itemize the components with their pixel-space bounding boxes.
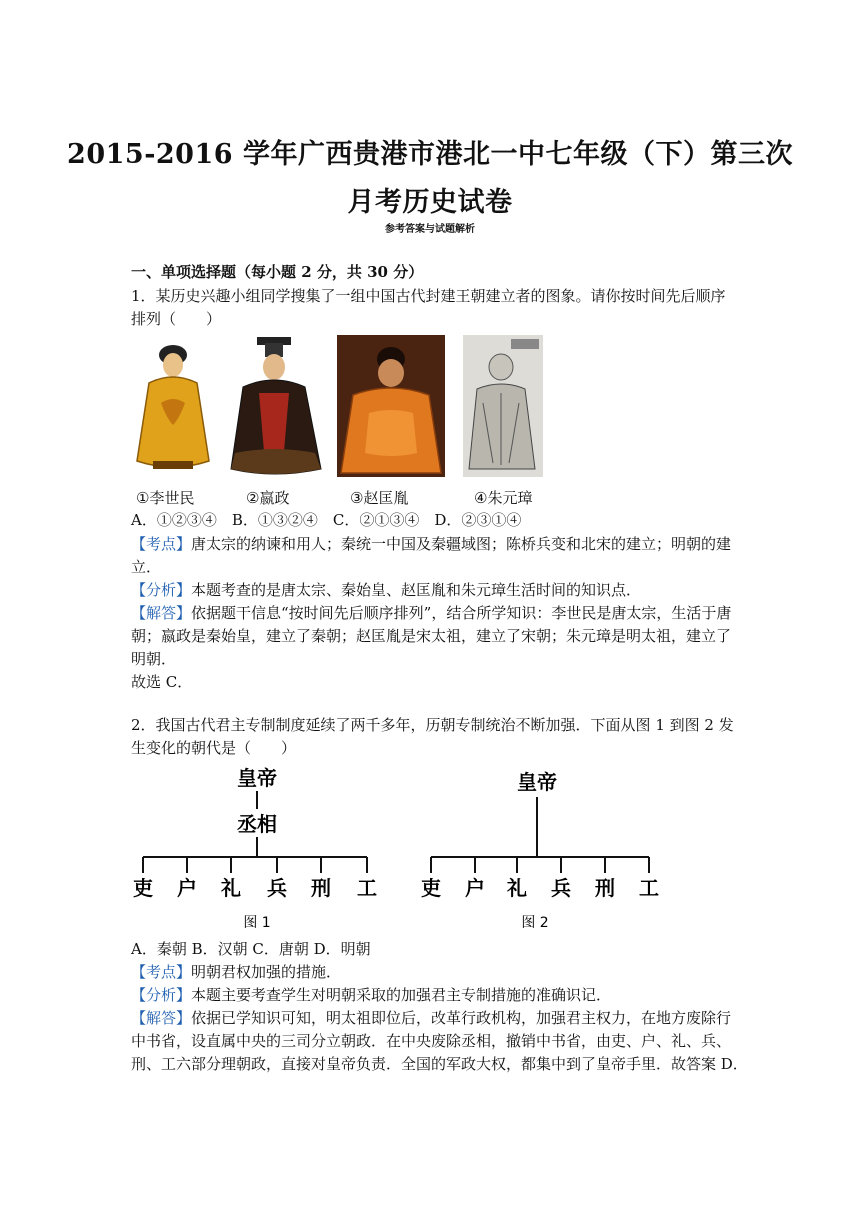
q1-answer: 故选 C． — [131, 673, 193, 691]
caption-zhao-kuangyin: ③赵匡胤 — [350, 489, 409, 507]
jieda-text: 依据已学知识可知，明太祖即位后，改革行政机构，加强君主权力，在地方废除行 — [191, 1009, 732, 1027]
jieda-text: 依据题干信息“按时间先后顺序排列”，结合所学知识：李世民是唐太宗，生活于唐 — [191, 604, 732, 622]
kaodian-tag: 【考点】 — [131, 963, 192, 981]
section-heading: 一、单项选择题（每小题 2 分，共 30 分） — [131, 263, 424, 281]
fig2-ministry-rites: 礼 — [507, 876, 527, 900]
q1-stem-line1: 1．某历史兴趣小组同学搜集了一组中国古代封建王朝建立者的图象。请你按时间先后顺序 — [131, 287, 726, 305]
fig2-ministry-justice: 刑 — [595, 876, 615, 900]
page-title-line1: 2015-2016 学年广西贵港市港北一中七年级（下）第三次 — [67, 139, 793, 170]
jieda-tag: 【解答】 — [131, 1009, 192, 1027]
q1-fenxi — [131, 579, 731, 601]
q1-kaodian-line2: 立． — [131, 558, 162, 576]
fig1-emperor: 皇帝 — [237, 766, 277, 790]
q1-jieda-line3: 明朝． — [131, 650, 177, 668]
fenxi-tag: 【分析】 — [131, 581, 192, 599]
caption-ying-zheng: ②嬴政 — [246, 489, 290, 507]
q2-stem-line2: 生变化的朝代是（ ） — [131, 739, 297, 757]
figure-1 — [133, 766, 377, 931]
q2-fenxi — [131, 984, 731, 1006]
fig1-ministry-works: 工 — [357, 876, 377, 900]
page-title-line2: 月考历史试卷 — [347, 187, 513, 218]
q1-kaodian-line1 — [131, 533, 731, 555]
kaodian-text: 明朝君权加强的措施． — [191, 963, 342, 981]
q2-kaodian — [131, 961, 731, 983]
kaodian-tag: 【考点】 — [131, 535, 192, 553]
q2-options: A．秦朝 B．汉朝 C．唐朝 D．明朝 — [131, 940, 371, 958]
fenxi-text: 本题主要考查学生对明朝采取的加强君主专制措施的准确识记． — [191, 986, 612, 1004]
q1-portraits-figure — [131, 333, 551, 481]
fig2-label: 图 2 — [521, 915, 549, 931]
q2-jieda-line2: 中书省，设直属中央的三司分立朝政．在中央废除丞相，撤销中书省，由吏、户、礼、兵、 — [131, 1032, 732, 1050]
fenxi-tag: 【分析】 — [131, 986, 192, 1004]
fig1-ministry-li: 吏 — [133, 876, 153, 900]
portrait-zhao-kuangyin — [337, 335, 445, 477]
q1-jieda-line1 — [131, 602, 731, 624]
q2-jieda-line3: 刑、工六部分理朝政，直接对皇帝负责．全国的军政大权，都集中到了皇帝手里．故答案 D． — [131, 1055, 748, 1073]
q2-hierarchy-figures — [131, 765, 661, 935]
fig1-ministry-war: 兵 — [267, 876, 287, 900]
portrait-li-shimin — [137, 345, 209, 469]
q1-options: A．①②③④ B．①③②④ C．②①③④ D．②③①④ — [131, 511, 522, 529]
portrait-zhu-yuanzhang — [463, 335, 543, 477]
q2-stem-line1: 2．我国古代君主专制制度延续了两千多年，历朝专制统治不断加强．下面从图 1 到图 2 发 — [131, 716, 734, 734]
fig2-ministry-li: 吏 — [421, 876, 441, 900]
fig1-label: 图 1 — [243, 915, 271, 931]
q2-jieda-line1 — [131, 1007, 731, 1029]
caption-zhu-yuanzhang: ④朱元璋 — [474, 489, 533, 507]
q1-stem-line2: 排列（ ） — [131, 310, 222, 328]
fig2-ministry-hu: 户 — [465, 876, 485, 900]
jieda-tag: 【解答】 — [131, 604, 192, 622]
caption-li-shimin: ①李世民 — [136, 489, 195, 507]
fig2-ministry-works: 工 — [639, 876, 659, 900]
fig1-chancellor: 丞相 — [237, 812, 277, 836]
q1-jieda-line2: 朝；嬴政是秦始皇，建立了秦朝；赵匡胤是宋太祖，建立了宋朝；朱元璋是明太祖，建立了 — [131, 627, 732, 645]
fenxi-text: 本题考查的是唐太宗、秦始皇、赵匡胤和朱元璋生活时间的知识点． — [191, 581, 642, 599]
figure-2 — [421, 770, 659, 931]
fig1-ministry-rites: 礼 — [221, 876, 241, 900]
fig1-ministry-justice: 刑 — [311, 876, 331, 900]
fig2-emperor: 皇帝 — [517, 770, 557, 794]
fig2-ministry-war: 兵 — [551, 876, 571, 900]
page-subtitle: 参考答案与试题解析 — [385, 224, 475, 235]
kaodian-text: 唐太宗的纳谏和用人；秦统一中国及秦疆域图；陈桥兵变和北宋的建立；明朝的建 — [191, 535, 732, 553]
portrait-ying-zheng — [231, 337, 321, 474]
fig1-ministry-hu: 户 — [177, 876, 197, 900]
